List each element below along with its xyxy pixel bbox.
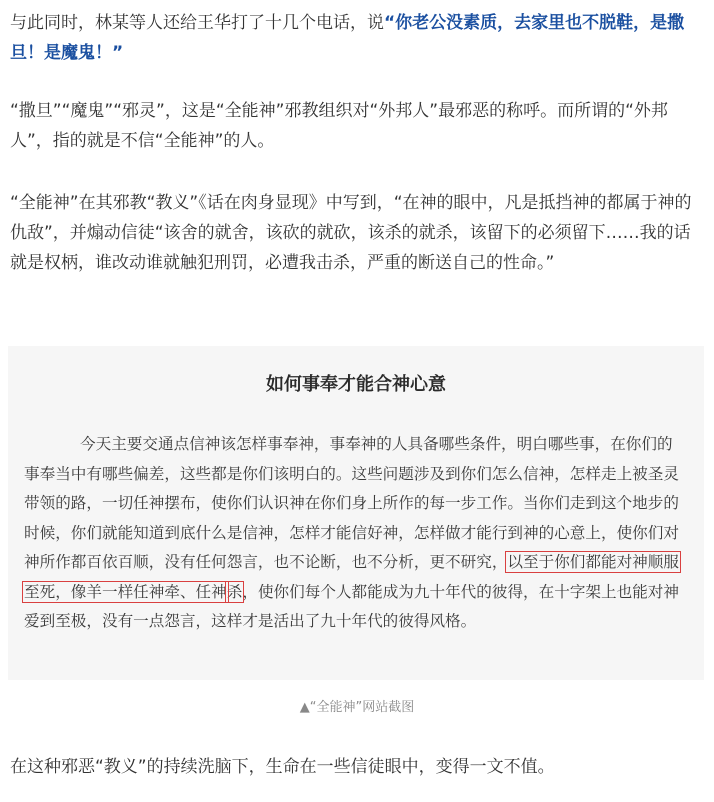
paragraph-doctrine-quote: “全能神”在其邪教“教义”《话在肉身显现》中写到，“在神的眼中，凡是抵挡神的都属于神的仇敌”，并煽动信徒“该舍的就舍，该砍的就砍，该杀的就杀，该留下的必须留下……我的话就是权柄，谁改动谁就触犯刑罚，必遭我击杀，严重的断送自己的性命。” [10, 193, 692, 273]
paragraph-outsider-definition: “撒旦”“魔鬼”“邪灵”，这是“全能神”邪教组织对“外邦人”最邪恶的称呼。而所谓的“外邦人”，指的就是不信“全能神”的人。 [10, 101, 668, 151]
figure-text-part1: 今天主要交通点信神该怎样事奉神，事奉神的人具备哪些条件，明白哪些事，在你们的事奉当中有哪些偏差，这些都是你们该明白的。这些问题涉及到你们怎么信神，怎样走上被圣灵带领的路，一切任神摆布，使你们认识神在你们身上所作的每一步工作。当你们走到这个地步的时候，你们就能知道到底什么是信神，怎样才能信好神，怎样做才能行到神的心意上，使你们对神所作都百依百顺，没有任何怨言，也不论断，也不分析，更不研究， [24, 435, 679, 571]
figure-body-text [24, 430, 688, 637]
figure-title: 如何事奉才能合神心意 [266, 374, 446, 395]
highlight-box-1: 以至于你们都能对神顺服至死，像羊一样任神牵、任神 [24, 553, 679, 601]
figure-text-part2: ，使你们每个人都能成为九十年代的彼得，在十字架上也能对神爱到至极，没有一点怨言，这样才是活出了九十年代的彼得风格。 [24, 582, 679, 630]
figure-caption: ▲“全能神”网站截图 [299, 700, 415, 715]
highlighted-quote: “你老公没素质，去家里也不脱鞋，是撒旦！是魔鬼！” [10, 13, 685, 63]
paragraph-conclusion: 在这种邪恶“教义”的持续洗脑下，生命在一些信徒眼中，变得一文不值。 [10, 757, 555, 777]
highlight-box-2: 杀 [226, 582, 243, 601]
paragraph-text: 与此同时，林某等人还给王华打了十几个电话，说 [10, 13, 384, 33]
paragraph-phone-calls [10, 8, 704, 68]
website-screenshot-figure [8, 346, 704, 680]
